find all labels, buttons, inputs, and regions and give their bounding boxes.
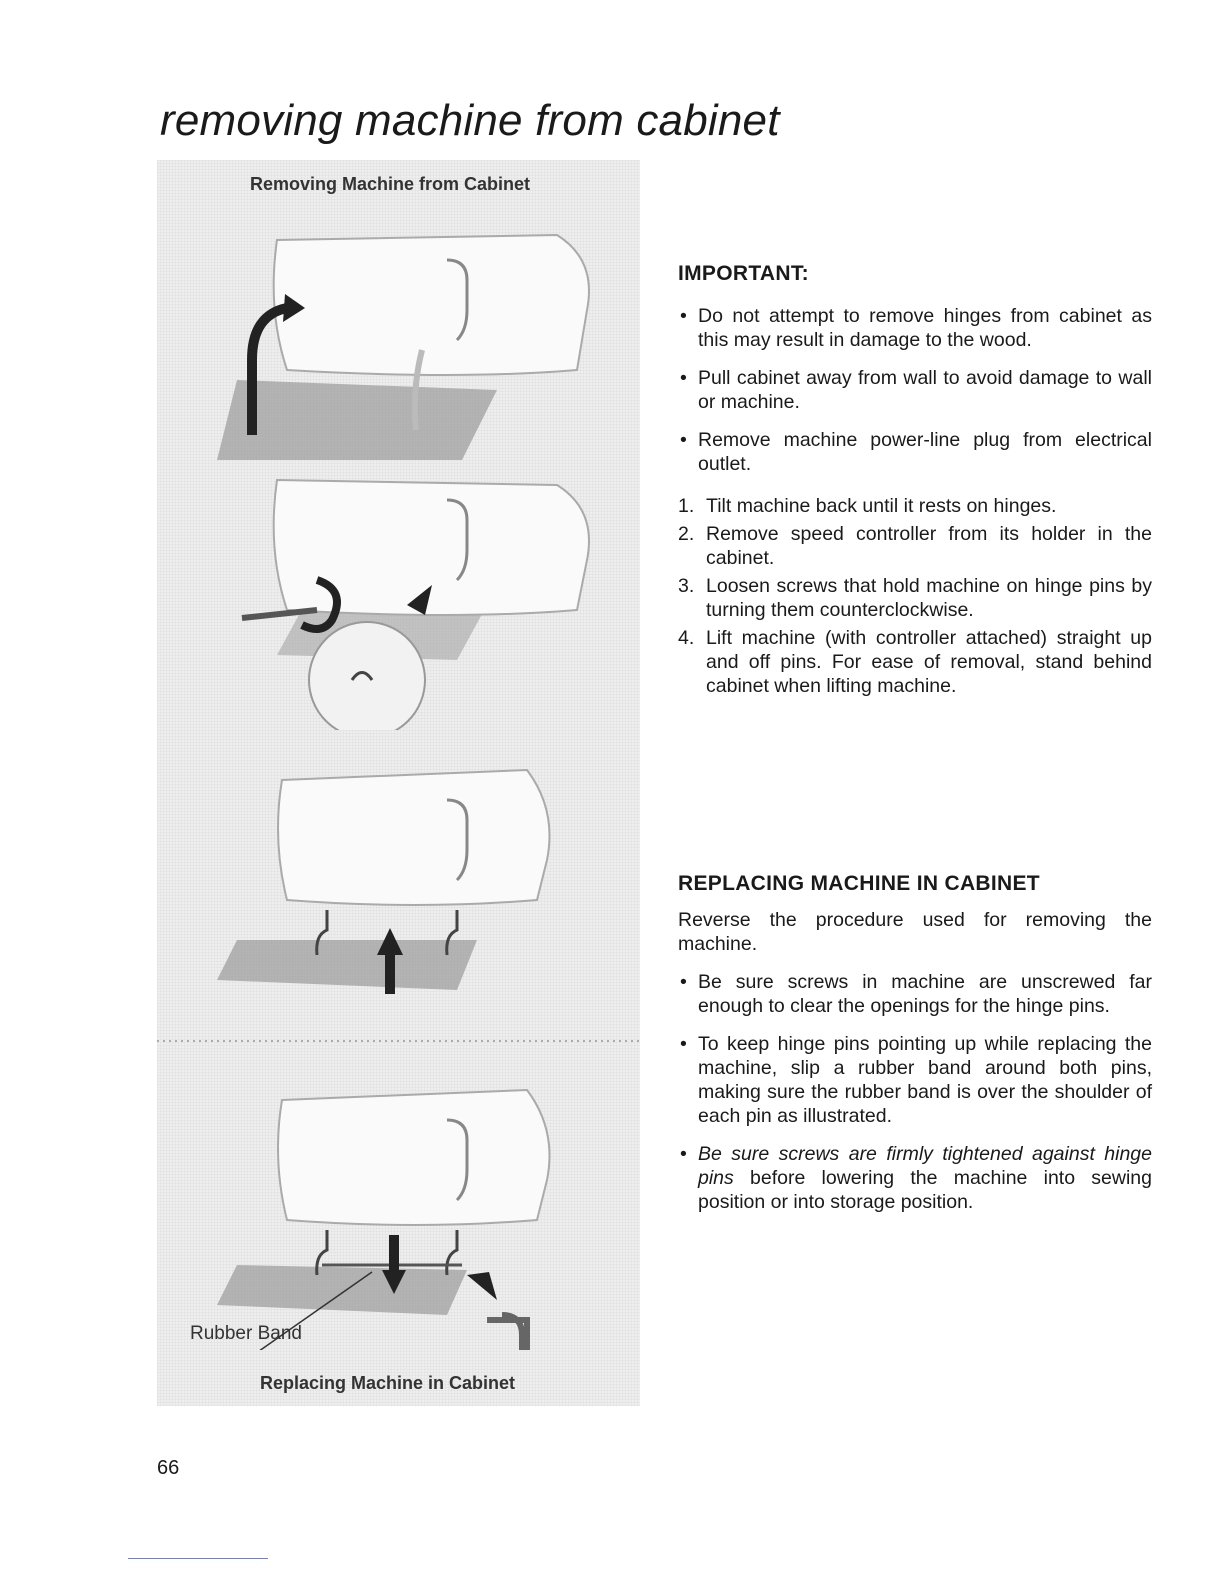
illustration-replace-machine (157, 1060, 640, 1350)
cabinet-opening-shadow (217, 380, 497, 460)
removal-steps (678, 494, 1152, 698)
step-number: 4. (678, 627, 695, 649)
list-item: • Remove machine power-line plug from electrical outlet. (678, 428, 1152, 476)
machine-body (278, 1090, 550, 1225)
figure-caption-bottom: Replacing Machine in Cabinet (260, 1373, 516, 1393)
hinge-pin-closeup (487, 1315, 527, 1350)
illustration-lift-machine (157, 750, 640, 1020)
replacing-intro: Reverse the procedure used for removing the machine. (678, 909, 1152, 955)
step-number: 1. (678, 495, 695, 517)
replacing-section (678, 872, 1152, 1228)
important-heading: IMPORTANT: (678, 262, 809, 285)
figure-panel (157, 160, 640, 1406)
illustration-tilt-machine (157, 220, 640, 460)
step-item (678, 494, 1152, 518)
pointer-arrow-icon (467, 1272, 497, 1300)
list-item-text: before lowering the machine into sewing position or into storage position. (698, 1167, 1152, 1213)
important-section (678, 262, 1152, 702)
step-item (678, 574, 1152, 622)
replacing-heading: REPLACING MACHINE IN CABINET (678, 872, 1040, 895)
replacing-bullet-list (678, 970, 1152, 1214)
step-number: 2. (678, 523, 695, 545)
footer-rule (128, 1558, 268, 1559)
list-item: • Do not attempt to remove hinges from cabinet as this may result in damage to the wood. (678, 304, 1152, 352)
illustration-loosen-screws (157, 470, 640, 730)
hinge-pin-right (447, 1230, 457, 1275)
page-number: 66 (157, 1457, 180, 1479)
emphasis-text: Be sure screws are firmly tightened against hinge pins (698, 1143, 1152, 1189)
lower-arrow-shaft-icon (389, 1235, 399, 1273)
lift-arrow-shaft-icon (385, 950, 395, 994)
step-text: Lift machine (with controller attached) straight up and off pins. For ease of removal, stand behind cabinet when lifting machine. (706, 627, 1152, 697)
step-item (678, 522, 1152, 570)
figure-separator (157, 1040, 640, 1042)
cabinet-opening-shadow (217, 1265, 467, 1315)
machine-body (274, 235, 589, 375)
figure-caption-top: Removing Machine from Cabinet (250, 174, 531, 194)
list-item: • To keep hinge pins pointing up while replacing the machine, slip a rubber band around both pins, making sure the rubber band is over the shoulder of each pin as illustrated. (678, 1032, 1152, 1128)
cabinet-opening-shadow (217, 940, 477, 990)
machine-body (278, 770, 550, 905)
step-text: Remove speed controller from its holder in the cabinet. (706, 523, 1152, 569)
page-title: removing machine from cabinet (160, 96, 780, 145)
step-number: 3. (678, 575, 695, 597)
list-item: • Pull cabinet away from wall to avoid damage to wall or machine. (678, 366, 1152, 414)
machine-body (274, 480, 589, 615)
step-text: Tilt machine back until it rests on hinges. (706, 495, 1057, 517)
rubber-band-label: Rubber Band (190, 1323, 302, 1344)
list-item (678, 1142, 1152, 1214)
important-bullet-list (678, 304, 1152, 476)
list-item: • Be sure screws in machine are unscrewed far enough to clear the openings for the hinge pins. (678, 970, 1152, 1018)
step-item (678, 626, 1152, 698)
step-text: Loosen screws that hold machine on hinge pins by turning them counterclockwise. (706, 575, 1152, 621)
